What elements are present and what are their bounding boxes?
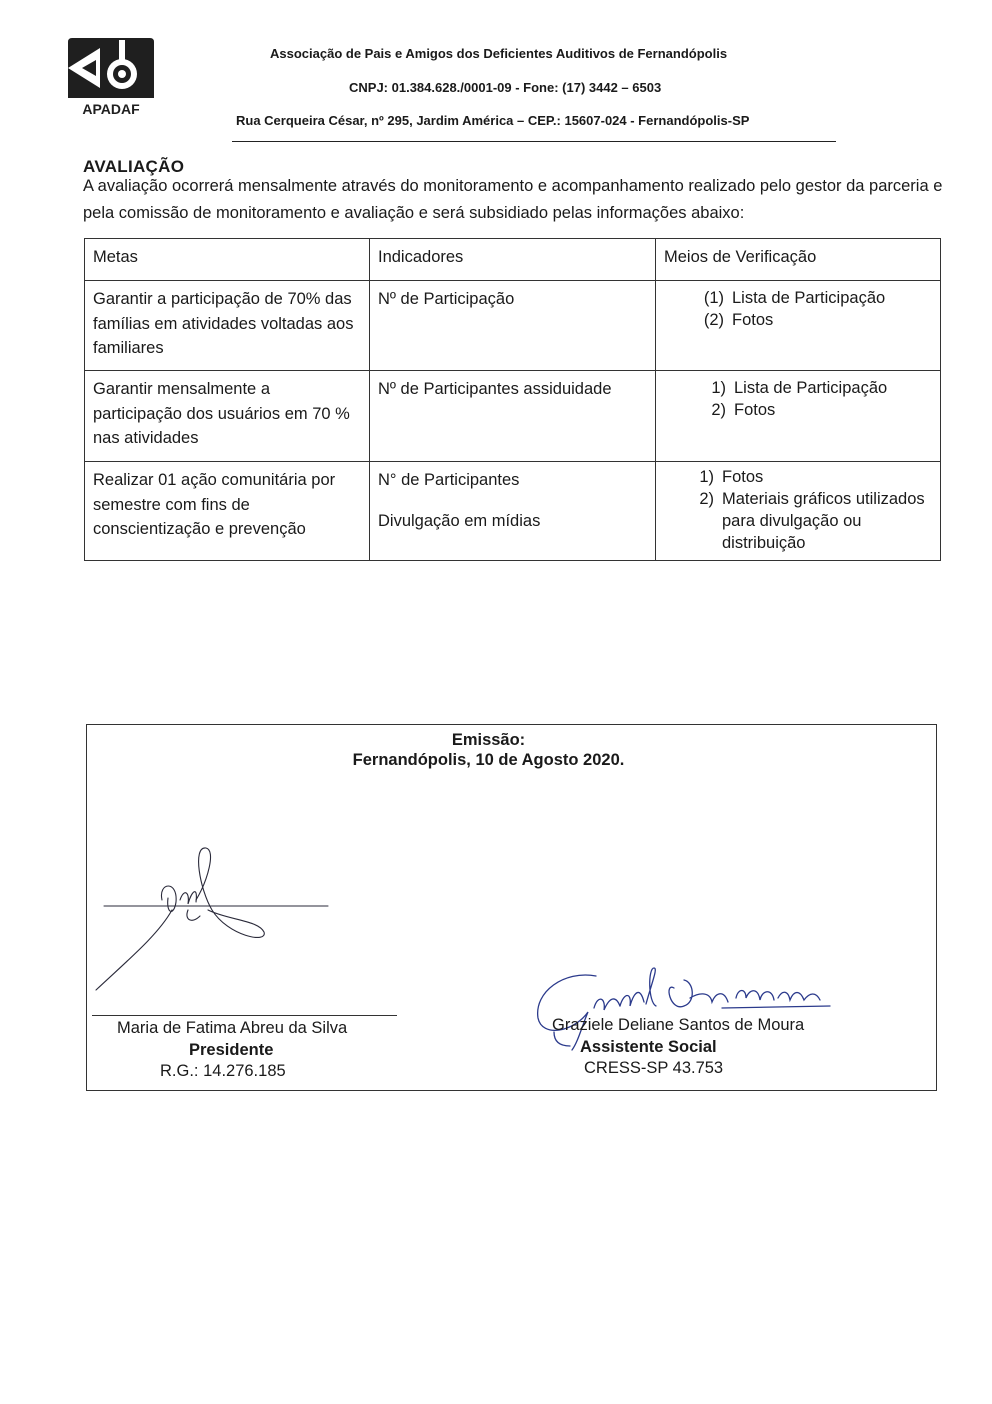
meta-cell: Realizar 01 ação comunitária por semestre com fins de conscientização e prevenção — [85, 462, 370, 561]
meios-cell — [656, 371, 941, 462]
meios-list — [664, 466, 932, 554]
apadaf-logo — [64, 36, 158, 116]
logo-text: APADAF — [82, 101, 140, 116]
item-number: 1) — [711, 379, 726, 397]
evaluation-table — [84, 238, 941, 561]
item-number: 2) — [711, 401, 726, 419]
section-intro: A avaliação ocorrerá mensalmente através do monitoramento e acompanhamento realizado pelo gestor da parceria e pela comissão de monitoramento e avaliação e será subsidiado pelas informações abaixo: — [83, 177, 943, 222]
header-indicadores: Indicadores — [370, 239, 656, 281]
item-number: (2) — [703, 311, 724, 329]
table-row — [85, 281, 941, 371]
item-text: Fotos — [734, 401, 776, 419]
header-metas: Metas — [85, 239, 370, 281]
item-text: Fotos — [732, 311, 774, 329]
signer-id: CRESS-SP 43.753 — [584, 1059, 724, 1077]
header-meios: Meios de Verificação — [656, 239, 941, 281]
meios-cell — [656, 281, 941, 371]
item-text: Lista de Participação — [732, 289, 886, 307]
indicador-text: Divulgação em mídias — [378, 511, 541, 530]
emission-date: Fernandópolis, 10 de Agosto 2020. — [352, 751, 625, 769]
list-item — [684, 466, 932, 488]
indicador-text: Nº de Participantes assiduidade — [378, 380, 612, 398]
indicador-text: Nº de Participação — [378, 290, 515, 308]
organization-name: Associação de Pais e Amigos dos Deficientes Auditivos de Fernandópolis — [270, 46, 728, 61]
indicador-cell — [370, 281, 656, 371]
table-row — [85, 371, 941, 462]
list-item — [696, 399, 932, 421]
meios-list — [664, 377, 932, 421]
list-item — [694, 309, 932, 331]
meios-list — [664, 287, 932, 331]
address: Rua Cerqueira César, nº 295, Jardim América – CEP.: 15607-024 - Fernandópolis-SP — [236, 113, 750, 128]
item-number: 1) — [699, 468, 714, 486]
signer-id: R.G.: 14.276.185 — [160, 1062, 286, 1080]
signature-line — [92, 1015, 397, 1016]
emission-label: Emissão: — [451, 731, 526, 749]
signer-name: Maria de Fatima Abreu da Silva — [117, 1019, 348, 1037]
cnpj-phone: CNPJ: 01.384.628./0001-09 - Fone: (17) 3442 – 6503 — [349, 80, 662, 95]
table-row — [85, 462, 941, 561]
list-item — [696, 377, 932, 399]
indicador-text: N° de Participantes — [378, 471, 520, 489]
indicador-cell — [370, 371, 656, 462]
signer-name: Graziele Deliane Santos de Moura — [552, 1016, 805, 1034]
list-item — [684, 488, 932, 554]
signer-role: Presidente — [189, 1041, 274, 1059]
section-title: AVALIAÇÃO — [83, 157, 185, 176]
meta-cell: Garantir a participação de 70% das famílias em atividades voltadas aos familiares — [85, 281, 370, 371]
meta-cell: Garantir mensalmente a participação dos usuários em 70 % nas atividades — [85, 371, 370, 462]
item-number: 2) — [699, 490, 714, 508]
item-number: (1) — [703, 289, 724, 307]
item-text: Lista de Participação — [734, 379, 888, 397]
meios-cell — [656, 462, 941, 561]
signer-role: Assistente Social — [580, 1038, 717, 1056]
list-item — [694, 287, 932, 309]
table-header-row — [85, 239, 941, 281]
item-text: Fotos — [722, 468, 764, 486]
header-divider — [232, 141, 836, 142]
indicador-cell — [370, 462, 656, 561]
signature-1 — [88, 840, 348, 1000]
item-text: Materiais gráficos utilizados para divulgação ou distribuição — [722, 490, 925, 552]
